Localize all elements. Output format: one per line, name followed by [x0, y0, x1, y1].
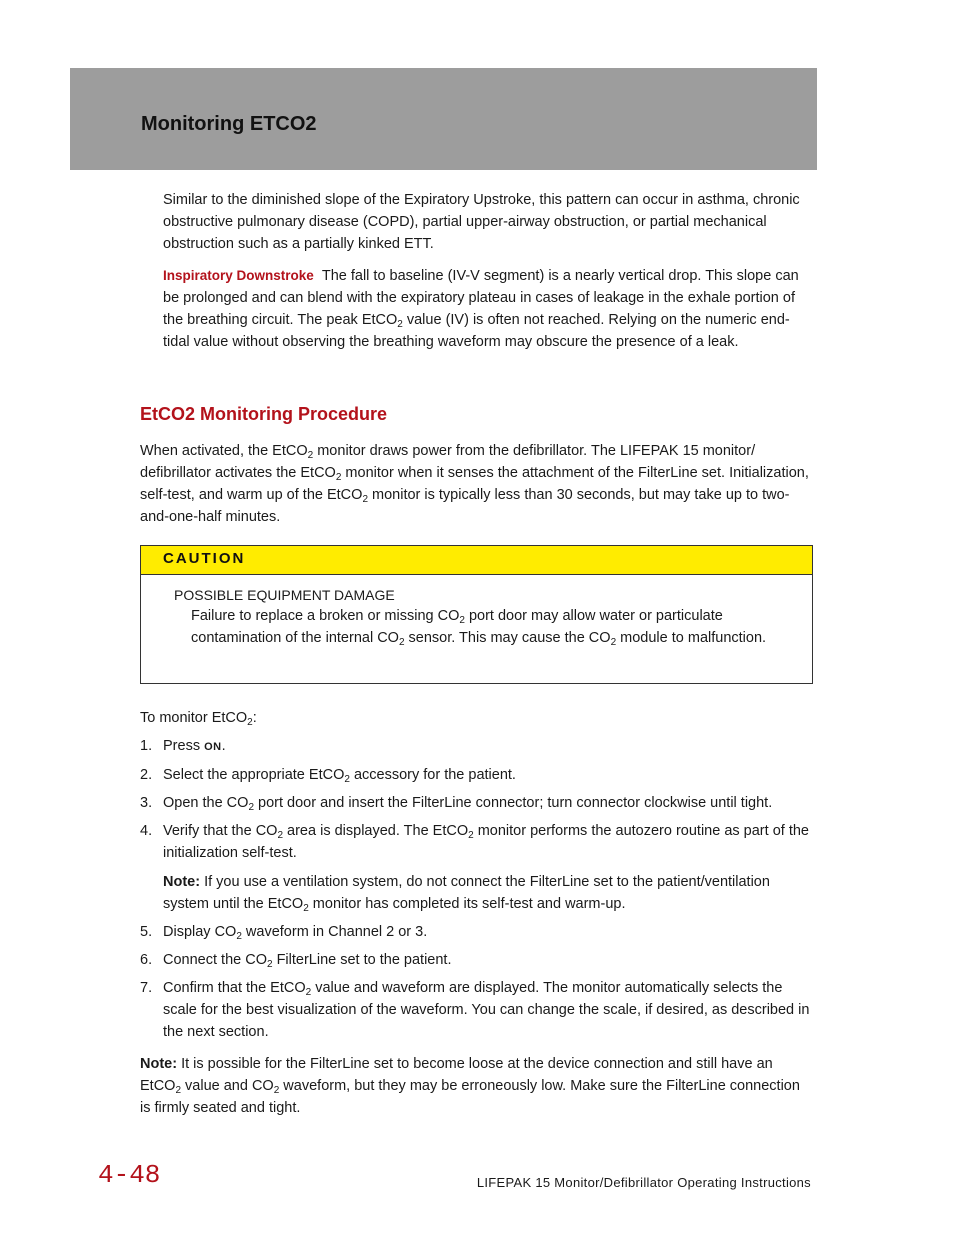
list-item: 6. Connect the $CO_2$ FilterLine set to the patient. [140, 952, 452, 970]
runin-label: Inspiratory Downstroke [163, 268, 314, 283]
intro-paragraph [163, 189, 813, 255]
procedure-steps [140, 735, 815, 1049]
final-note: Note: It is possible for the FilterLine set to become loose at the device connection and still have an EtCO$_2$ value and $CO_2$ waveform, but they may be erroneously low. Make sure the FilterLine connection is firmly seated and tight. [140, 1056, 800, 1116]
list-item: 5. Display $CO_2$ waveform in Channel 2 or 3. [140, 924, 428, 942]
list-item: 2. Select the appropriate EtCO$_2$ accessory for the patient. [140, 767, 516, 785]
list-item: 4. Verify that the $CO_2$ area is displayed. The EtCO$_2$ monitor performs the autozero routine as part of the initialization self-test. [140, 823, 809, 861]
caution-box [140, 545, 813, 684]
on-key-label: ON [204, 741, 222, 753]
header-band [70, 68, 817, 170]
section-paragraph: When activated, the EtCO$_2$ monitor draws power from the defibrillator. The LIFEPAK 15 monitor/ defibrillator activates the EtCO$_2$ monitor when it senses the attachment of the FilterLine set. Initialization, self-test, and warm up of the EtCO$_2$ monitor is typically less than 30 seconds, but may take up to two-and-one-half minutes. [140, 443, 809, 525]
caution-text: Failure to replace a broken or missing $CO_2$ port door may allow water or particulate contamination of the internal $CO_2$ sensor. This may cause the $CO_2$ module to malfunction. [191, 608, 767, 648]
list-item: 7. Confirm that the EtCO$_2$ value and waveform are displayed. The monitor automatically selects the scale for the best visualization of the waveform. You can change the scale, if desired, as described in the next section. [140, 980, 810, 1040]
inline-note: Note: If you use a ventilation system, do not connect the FilterLine set to the patient/ventilation system until the EtCO$_2$ monitor has completed its self-test and warm-up. [163, 874, 770, 914]
procedure-lead: To monitor EtCO$_2$: [140, 710, 257, 728]
intro-text: Similar to the diminished slope of the Expiratory Upstroke, this pattern can occur in asthma, chronic obstructive pulmonary disease (COPD), partial upper-airway obstruction, or partial mechanical obstruction such as a partially kinked ETT. [163, 192, 800, 252]
section-title: EtCO2 Monitoring Procedure [140, 404, 388, 424]
page-title: Monitoring ETCO2 [141, 113, 317, 135]
inspiratory-downstroke-paragraph: Inspiratory Downstroke The fall to baseline (IV-V segment) is a nearly vertical drop. This slope can be prolonged and can blend with the expiratory plateau in cases of leakage in the exhale portion of the breathing circuit. The peak EtCO$_2$ value (IV) is often not reached. Relying on the numeric end-tidal value without observing the breathing waveform may obscure the presence of a leak. [163, 268, 799, 350]
manual-title: LIFEPAK 15 Monitor/Defibrillator Operating Instructions [476, 1175, 811, 1190]
caution-label: CAUTION [141, 546, 812, 575]
list-item: 3. Open the $CO_2$ port door and insert the FilterLine connector; turn connector clockwise until tight. [140, 795, 773, 813]
list-item: 1. Press ON. [140, 738, 226, 754]
caution-subheading: POSSIBLE EQUIPMENT DAMAGE [174, 587, 395, 603]
page-number: 4-48 [98, 1160, 161, 1190]
